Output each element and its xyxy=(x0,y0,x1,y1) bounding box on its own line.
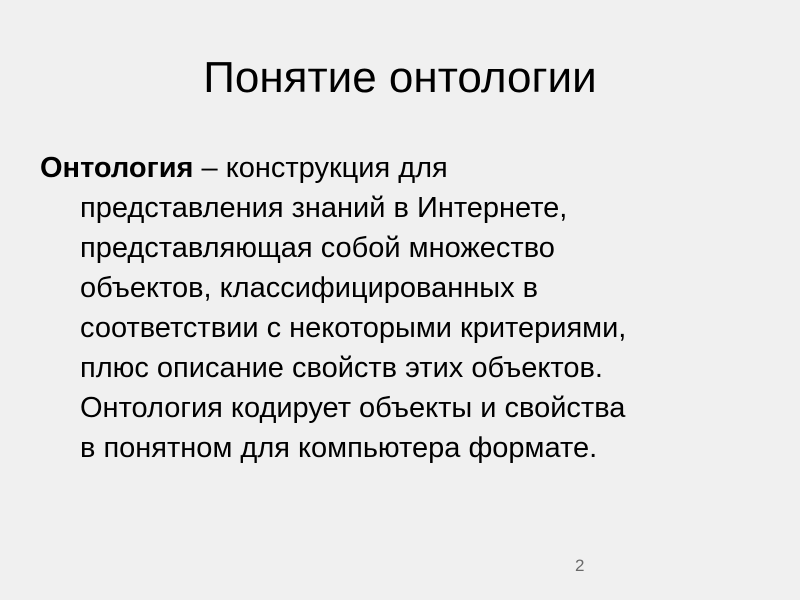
page-number: 2 xyxy=(575,556,585,575)
definition-line: Онтология кодирует объекты и свойства xyxy=(80,392,626,424)
definition-first-line-text: – конструкция для xyxy=(193,152,448,184)
definition-paragraph xyxy=(40,148,760,468)
definition-line: соответствии с некоторыми критериями, xyxy=(80,312,627,344)
slide-title: Понятие онтологии xyxy=(203,53,597,102)
definition-term: Онтология xyxy=(40,152,194,184)
definition-line: представления знаний в Интернете, xyxy=(80,192,568,224)
definition-line: представляющая собой множество xyxy=(80,232,555,264)
definition-line: объектов, классифицированных в xyxy=(80,272,539,304)
definition-line xyxy=(40,148,760,188)
definition-line: в понятном для компьютера формате. xyxy=(80,432,598,464)
definition-line: плюс описание свойств этих объектов. xyxy=(80,352,603,384)
